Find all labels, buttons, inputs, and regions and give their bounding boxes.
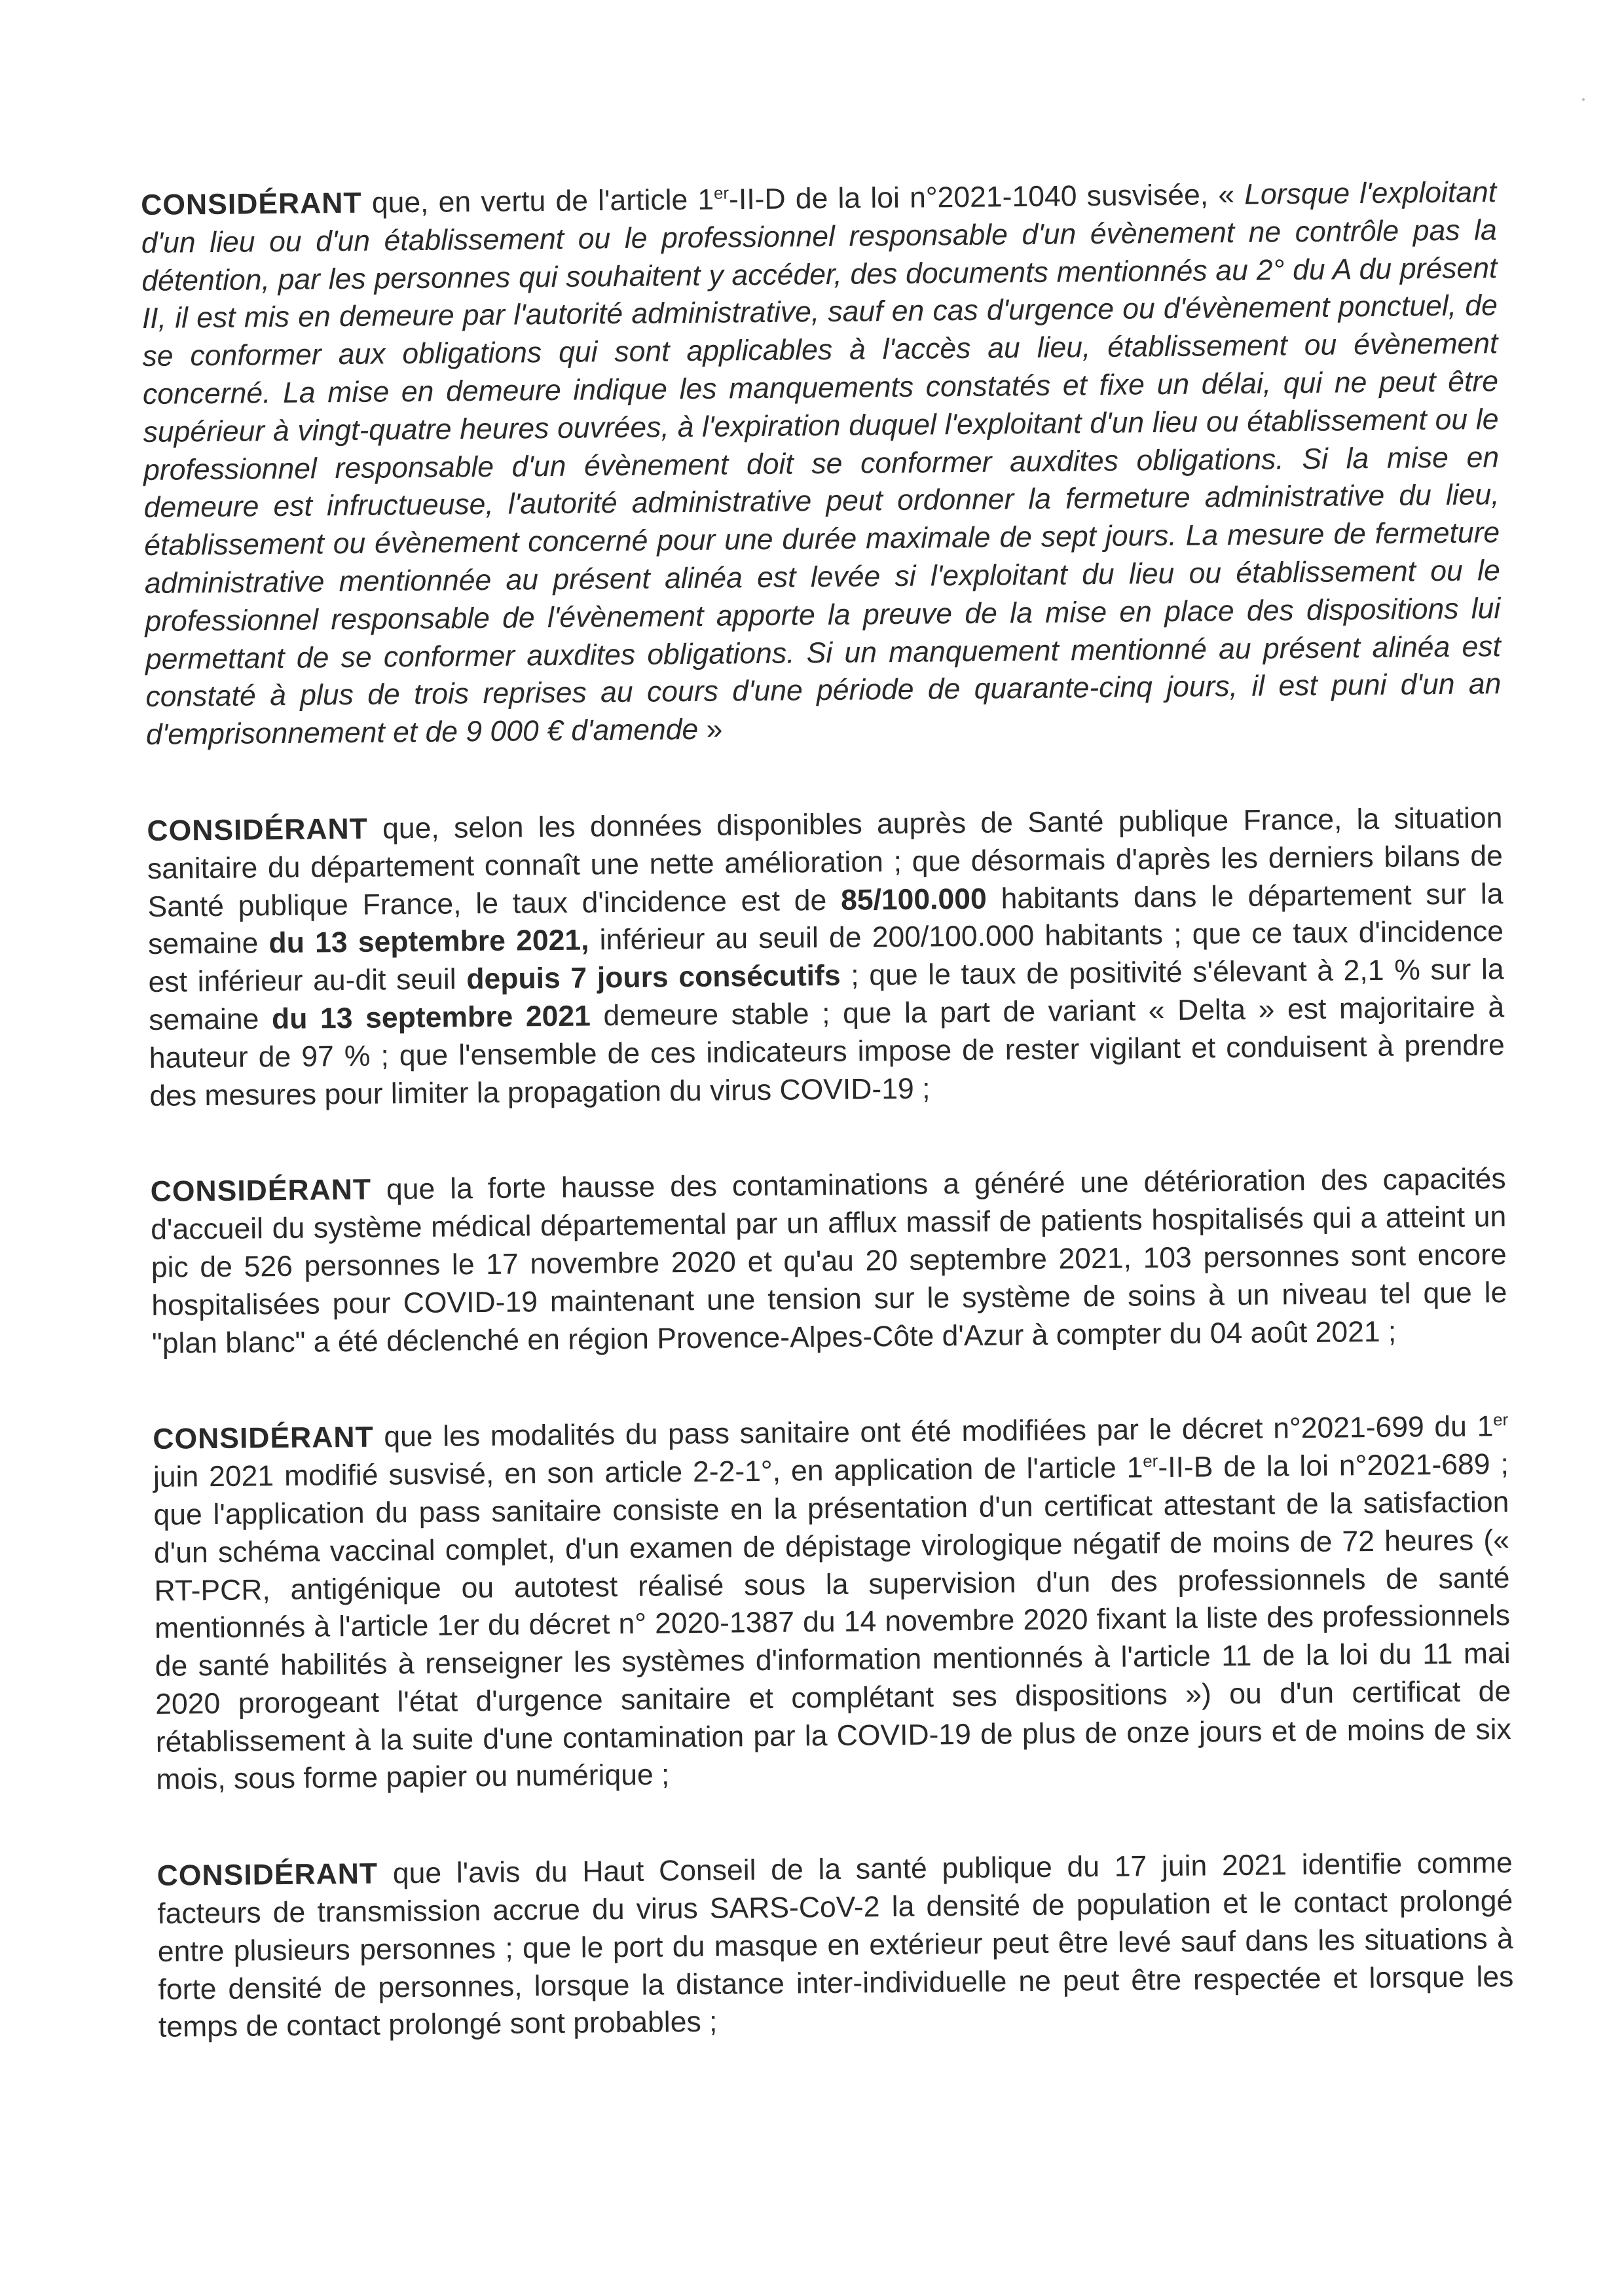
paragraph-text: que, en vertu de l'article 1 <box>361 183 714 219</box>
paragraph-text: que la forte hausse des contaminations a généré une détérioration des capacités d'accueil du système médical départemental par un afflux massif de patients hospitalisés qui a atteint un pic de 526 personnes le 17 novembre 2020 et qu'au 20 septembre 2021, 103 personnes sont encore hospitalisées pour COVID-19 maintenant une tension sur le système de soins à un niveau tel que le "plan blanc" a été déclenché en région Provence-Alpes-Côte d'Azur à compter du 04 août 2021 ; <box>151 1163 1507 1360</box>
superscript: er <box>713 184 729 203</box>
considerant-keyword: CONSIDÉRANT <box>153 1421 374 1456</box>
considerant-keyword: CONSIDÉRANT <box>157 1857 378 1893</box>
paragraph-text: que les modalités du pass sanitaire ont été modifiées par le décret n°2021-699 du 1 <box>373 1410 1494 1453</box>
week-date: du 13 septembre 2021, <box>268 924 589 960</box>
considerant-keyword: CONSIDÉRANT <box>150 1174 372 1209</box>
paragraph-text: habitants dans le département sur la semaine <box>147 877 1504 961</box>
consecutive-days: depuis 7 jours consécutifs <box>466 959 841 996</box>
superscript: er <box>1493 1411 1509 1430</box>
paragraph-text: -II-D de la loi n°2021-1040 susvisée, « <box>728 178 1245 216</box>
legal-quote: Lorsque l'exploitant d'un lieu ou d'un établissement ou le professionnel responsable d'un évènement ne contrôle pas la détention, par les personnes qui souhaitent y accéder, des documents mentionnés au 2° du A du présent II, il est mis en demeure par l'autorité administrative, sauf en cas d'urgence ou d'évènement ponctuel, de se conformer aux obligations qui sont applicables à l'accès au lieu, établissement ou évènement concerné. La mise en demeure indique les manquements constatés et fixe un délai, qui ne peut être supérieur à vingt-quatre heures ouvrées, à l'expiration duquel l'exploitant d'un lieu ou établissement ou le professionnel responsable d'un évènement doit se conformer auxdites obligations. Si la mise en demeure est infructueuse, l'autorité administrative peut ordonner la fermeture administrative du lieu, établissement ou évènement concerné pour une durée maximale de sept jours. La mesure de fermeture administrative mentionnée au présent alinéa est levée si l'exploitant du lieu ou établissement ou le professionnel responsable de l'évènement apporte la preuve de la mise en place des dispositions lui permettant de se conformer auxdites obligations. Si un manquement mentionné au présent alinéa est constaté à plus de trois reprises au cours d'une période de quarante-cinq jours, il est puni d'un an d'emprisonnement et de 9 000 € d'amende <box>141 176 1502 752</box>
paragraph-considerant-4 <box>153 1408 1511 1799</box>
considerant-keyword: CONSIDÉRANT <box>141 187 362 221</box>
paragraph-considerant-2 <box>147 799 1505 1115</box>
paragraph-text: que l'avis du Haut Conseil de la santé publique du 17 juin 2021 identifie comme facteurs de transmission accrue du virus SARS-CoV-2 la densité de population et le contact prolongé entre plusieurs personnes ; que le port du masque en extérieur peut être levé sauf dans les situations à forte densité de personnes, lorsque la distance inter-individuelle ne peut être respectée et lorsque les temps de contact prolongé sont probables ; <box>157 1847 1514 2044</box>
scan-speck <box>1582 98 1585 101</box>
incidence-rate: 85/100.000 <box>840 883 987 917</box>
paragraph-text: » <box>698 713 723 746</box>
paragraph-text: ; que le taux de positivité s'élevant à 2,1 % sur la semaine <box>148 953 1504 1036</box>
document-page <box>141 173 1515 2105</box>
paragraph-considerant-1 <box>141 173 1502 754</box>
paragraph-considerant-3 <box>150 1160 1507 1362</box>
paragraph-text: inférieur au seuil de 200/100.000 habitants ; que ce taux d'incidence est inférieur au-dit seuil <box>148 915 1504 999</box>
paragraph-considerant-5 <box>157 1844 1514 2047</box>
considerant-keyword: CONSIDÉRANT <box>147 812 369 847</box>
paragraph-text: demeure stable ; que la part de variant « Delta » est majoritaire à hauteur de 97 % ; que l'ensemble de ces indicateurs impose de rester vigilant et conduisent à prendre des mesures pour limiter la propagation du virus COVID-19 ; <box>149 991 1505 1112</box>
paragraph-text: -II-B de la loi n°2021-689 ; que l'application du pass sanitaire consiste en la présentation d'un certificat attestant de la satisfaction d'un schéma vaccinal complet, d'un examen de dépistage virologique négatif de moins de 72 heures (« RT-PCR, antigénique ou autotest réalisé sous la supervision d'un des professionnels de santé mentionnés à l'article 1er du décret n° 2020-1387 du 14 novembre 2020 fixant la liste des professionnels de santé habilités à renseigner les systèmes d'information mentionnés à l'article 11 de la loi du 11 mai 2020 prorogeant l'état d'urgence sanitaire et complétant ses dispositions ») ou d'un certificat de rétablissement à la suite d'une contamination par la COVID-19 de plus de onze jours et de moins de six mois, sous forme papier ou numérique ; <box>153 1448 1511 1796</box>
week-date: du 13 septembre 2021 <box>271 1000 591 1036</box>
paragraph-text: que, selon les données disponibles auprès de Santé publique France, la situation sanitaire du département connaît une nette amélioration ; que désormais d'après les derniers bilans de Santé publique France, le taux d'incidence est de <box>147 802 1504 923</box>
paragraph-text: juin 2021 modifié susvisé, en son article 2-2-1°, en application de l'article 1 <box>153 1451 1143 1494</box>
superscript: er <box>1143 1452 1158 1471</box>
